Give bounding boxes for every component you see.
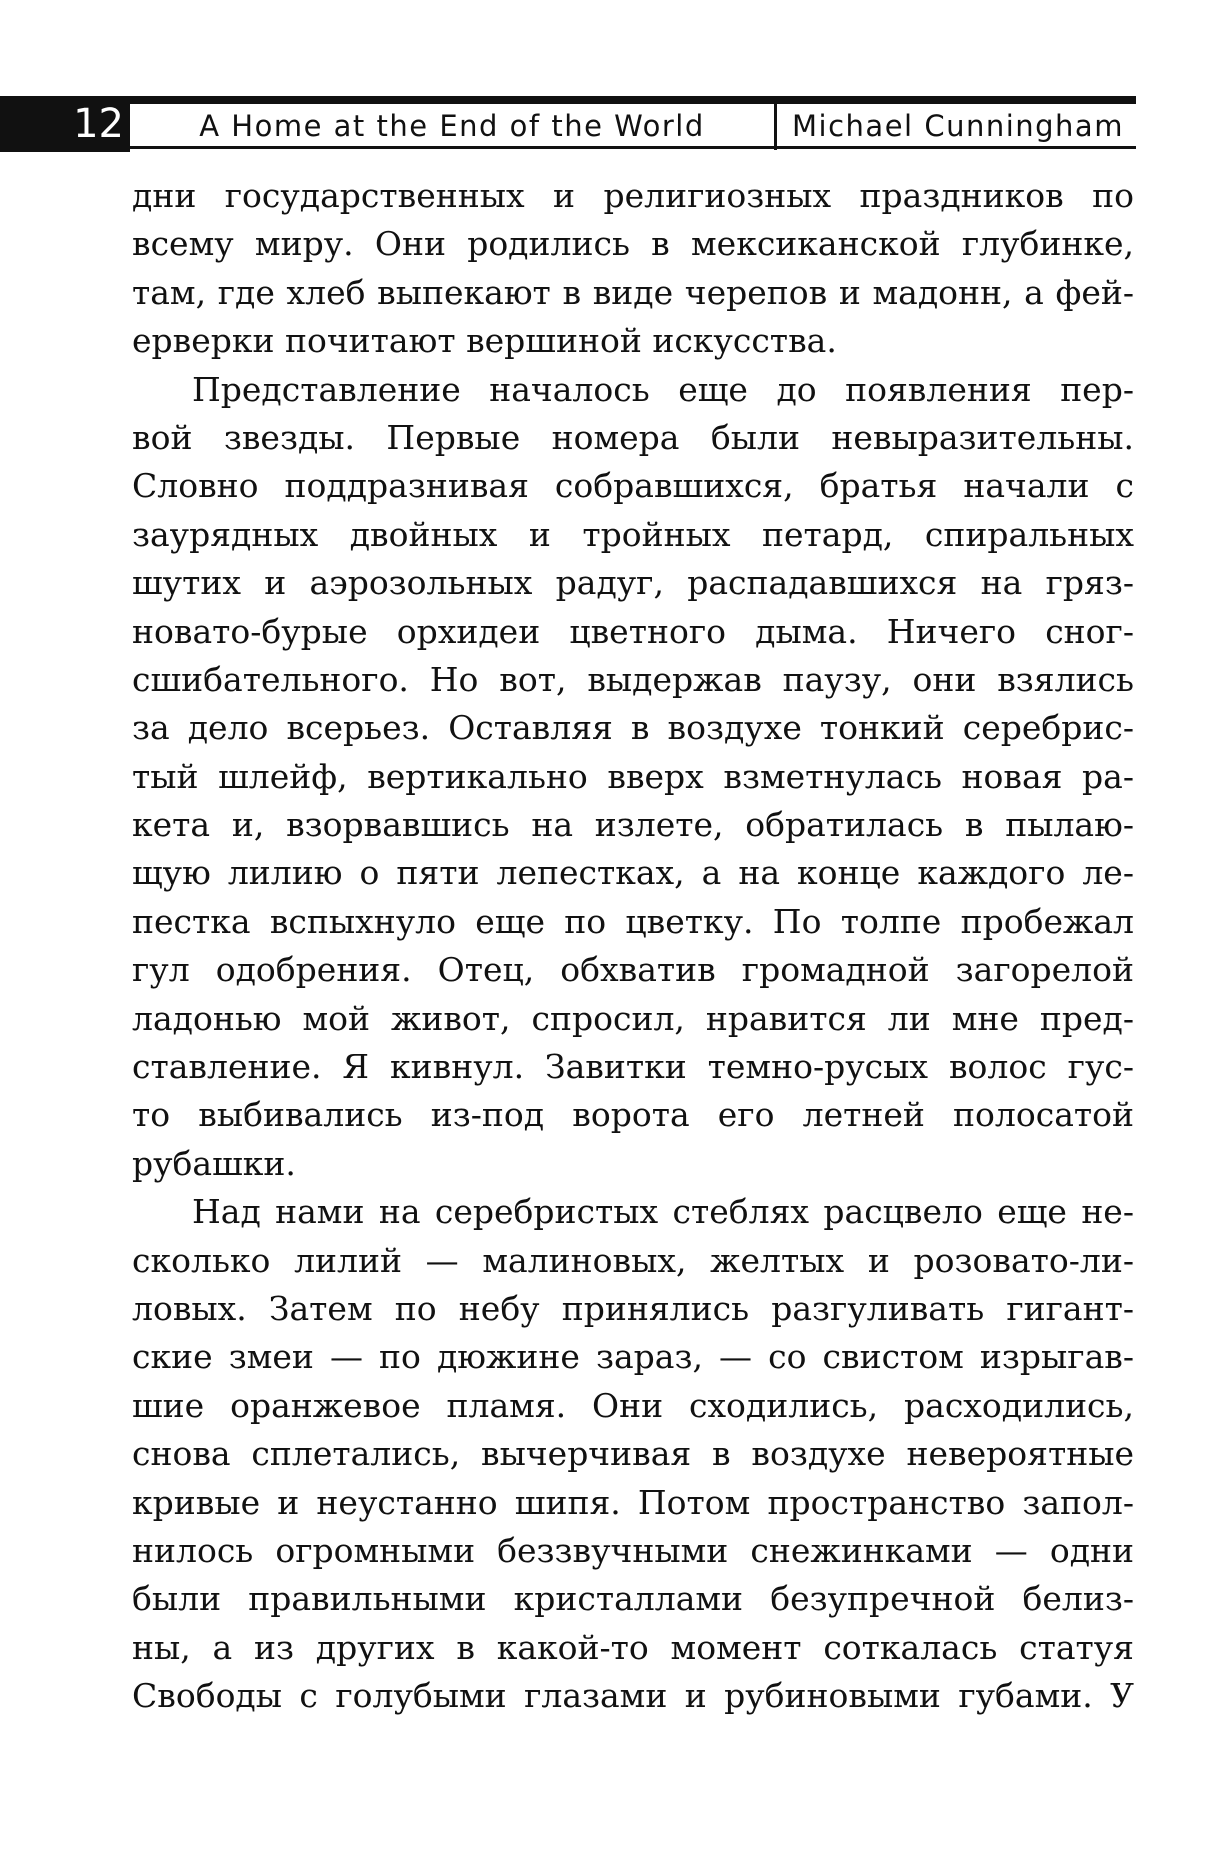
header-divider <box>774 104 777 150</box>
text-line: кривые и неустанно шипя. Потом пространство запол- <box>132 1482 1134 1522</box>
running-head-author: Michael Cunningham <box>792 109 1124 143</box>
header-top-rule <box>0 96 1136 104</box>
running-head-title: A Home at the End of the World <box>199 109 705 143</box>
text-line: то выбивались из-под ворота его летней полосатой <box>132 1095 1134 1135</box>
paragraph <box>132 172 1134 366</box>
text-line: нилось огромными беззвучными снежинками — одни <box>132 1530 1134 1570</box>
text-line: рубашки. <box>132 1143 296 1183</box>
text-line: там, где хлеб выпекают в виде черепов и мадонн, а фей- <box>132 272 1134 312</box>
text-line: гул одобрения. Отец, обхватив громадной загорелой <box>132 950 1134 990</box>
text-line: пестка вспыхнуло еще по цветку. По толпе пробежал <box>132 901 1134 941</box>
text-line: вой звезды. Первые номера были невыразительны. <box>132 417 1134 457</box>
paragraph <box>132 1188 1134 1720</box>
text-line: дни государственных и религиозных праздников по <box>132 176 1134 215</box>
text-line: Свободы с голубыми глазами и рубиновыми губами. У <box>132 1676 1134 1716</box>
text-line: Словно поддразнивая собравшихся, братья начали с <box>132 466 1134 506</box>
text-line: ловых. Затем по небу принялись разгуливать гигант- <box>132 1288 1134 1328</box>
page-number: 12 <box>0 96 130 152</box>
text-line: снова сплетались, вычерчивая в воздухе невероятные <box>132 1434 1134 1474</box>
text-line: ерверки почитают вершиной искусства. <box>132 321 837 361</box>
text-line: за дело всерьез. Оставляя в воздухе тонкий серебрис- <box>132 708 1134 748</box>
paragraph <box>132 366 1134 1189</box>
text-line: щую лилию о пяти лепестках, а на конце каждого ле- <box>132 853 1134 893</box>
text-line: шутих и аэрозольных радуг, распадавшихся на гряз- <box>132 563 1134 603</box>
text-line: кета и, взорвавшись на излете, обратилась в пылаю- <box>132 805 1134 845</box>
text-line: Представление началось еще до появления пер- <box>192 369 1134 409</box>
text-line: шие оранжевое пламя. Они сходились, расходились, <box>132 1385 1134 1425</box>
text-line: новато-бурые орхидеи цветного дыма. Ничего сног- <box>132 611 1134 651</box>
text-line: заурядных двойных и тройных петард, спиральных <box>132 514 1134 554</box>
text-line: ладонью мой живот, спросил, нравится ли мне пред- <box>132 998 1134 1038</box>
text-line: ны, а из других в какой-то момент соткалась статуя <box>132 1627 1134 1667</box>
text-line: были правильными кристаллами безупречной белиз- <box>132 1579 1134 1619</box>
text-line: тый шлейф, вертикально вверх взметнулась новая ра- <box>132 756 1134 796</box>
text-line: ские змеи — по дюжине зараз, — со свистом изрыгав- <box>132 1337 1134 1377</box>
text-line: сколько лилий — малиновых, желтых и розовато-ли- <box>132 1240 1134 1280</box>
text-line: Над нами на серебристых стеблях расцвело еще не- <box>192 1192 1134 1232</box>
text-line: всему миру. Они родились в мексиканской глубинке, <box>132 224 1134 264</box>
text-line: ставление. Я кивнул. Завитки темно-русых волос гус- <box>132 1047 1134 1087</box>
text-line: сшибательного. Но вот, выдержав паузу, они взялись <box>132 659 1134 699</box>
header-bottom-rule <box>130 146 1136 149</box>
body-text <box>132 172 1134 1721</box>
